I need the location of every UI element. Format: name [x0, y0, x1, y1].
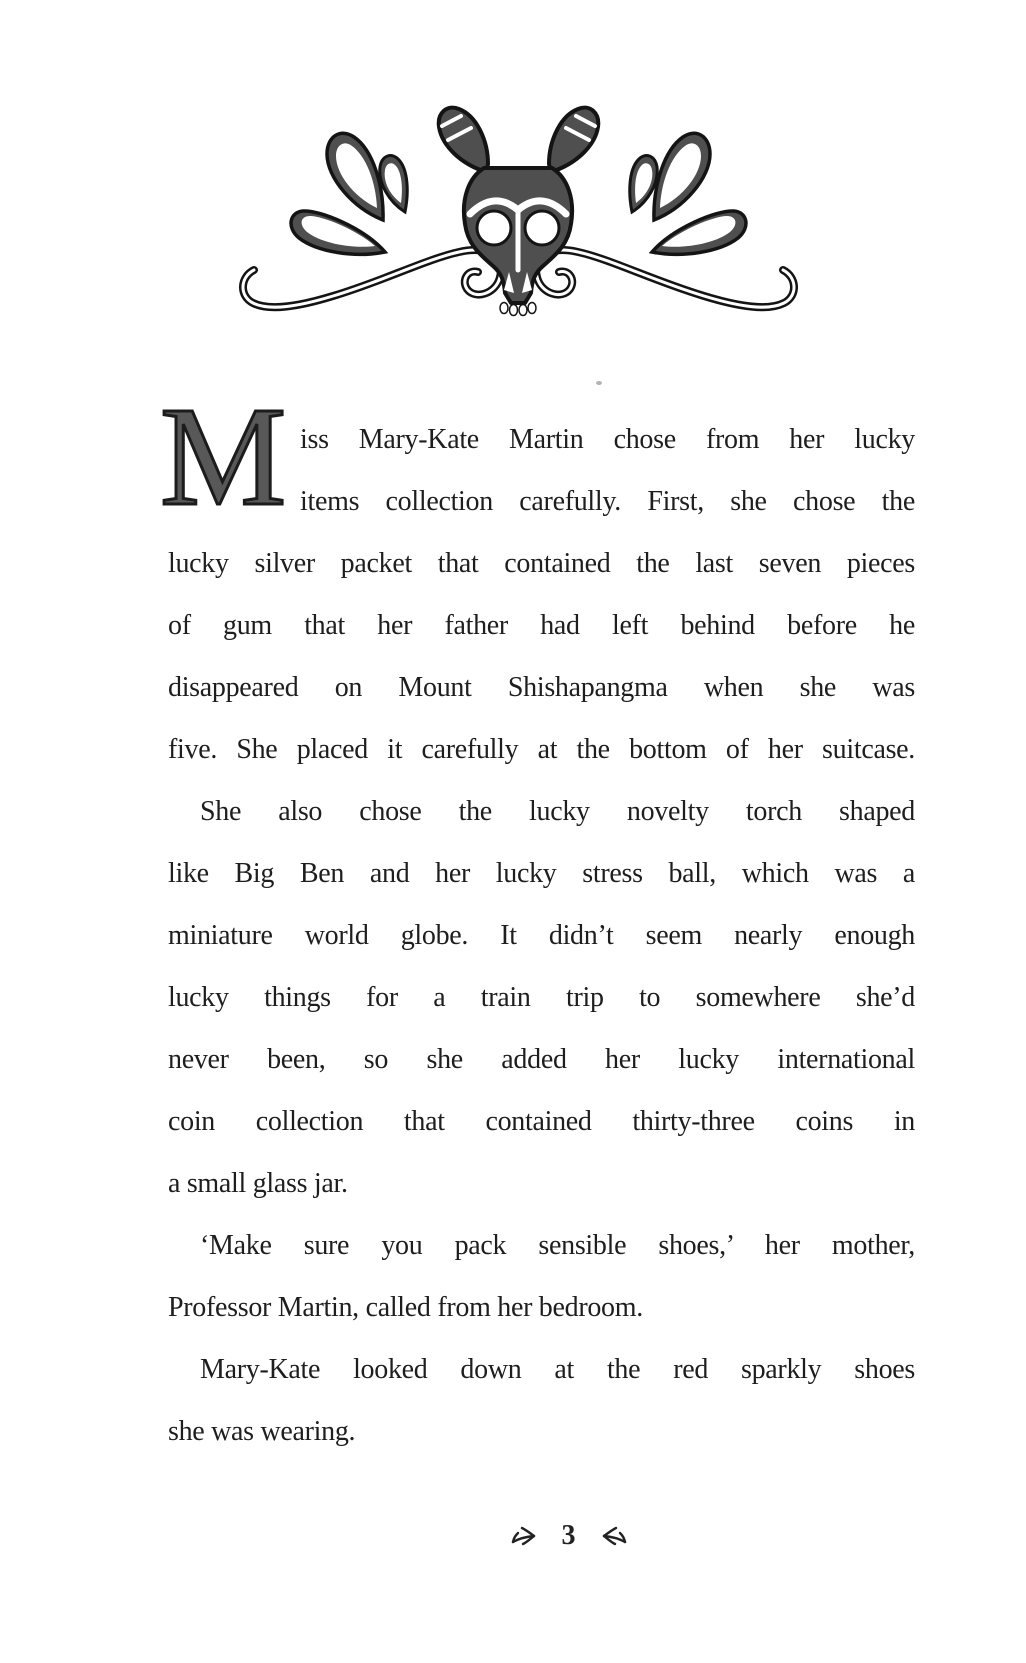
text-line: Professor Martin, called from her bedroom.	[168, 1292, 643, 1323]
yak-skull-flourish-icon	[237, 100, 800, 332]
text-line: she was wearing.	[168, 1416, 356, 1447]
text-line: five. She placed it carefully at the bottom of her suitcase.	[168, 734, 915, 765]
yak-skull-ornament	[237, 100, 800, 332]
text-line: She also chose the lucky novelty torch shaped	[200, 796, 915, 827]
drop-cap-letter: M	[160, 377, 287, 535]
body-text	[160, 377, 915, 1463]
text-line: coin collection that contained thirty-three coins in	[168, 1106, 915, 1137]
text-line: Mary-Kate looked down at the red sparkly shoes	[200, 1354, 915, 1385]
page-number: 3	[561, 1520, 576, 1551]
text-line: lucky silver packet that contained the last seven pieces	[168, 548, 915, 579]
text-line: disappeared on Mount Shishapangma when she was	[168, 672, 915, 703]
text-line: lucky things for a train trip to somewhere she’d	[168, 982, 915, 1013]
text-line: a small glass jar.	[168, 1168, 348, 1199]
text-line: never been, so she added her lucky international	[168, 1044, 915, 1075]
page-footer	[195, 1516, 942, 1556]
print-speck	[596, 381, 602, 385]
text-line: miniature world globe. It didn’t seem nearly enough	[168, 920, 915, 951]
right-arrow-icon	[510, 1525, 540, 1547]
text-line: ‘Make sure you pack sensible shoes,’ her mother,	[200, 1230, 915, 1261]
text-line: iss Mary-Kate Martin chose from her lucky	[300, 424, 915, 455]
text-line: items collection carefully. First, she chose the	[300, 486, 915, 517]
text-line: like Big Ben and her lucky stress ball, which was a	[168, 858, 915, 889]
text-line: of gum that her father had left behind before he	[168, 610, 915, 641]
left-arrow-icon	[598, 1525, 628, 1547]
